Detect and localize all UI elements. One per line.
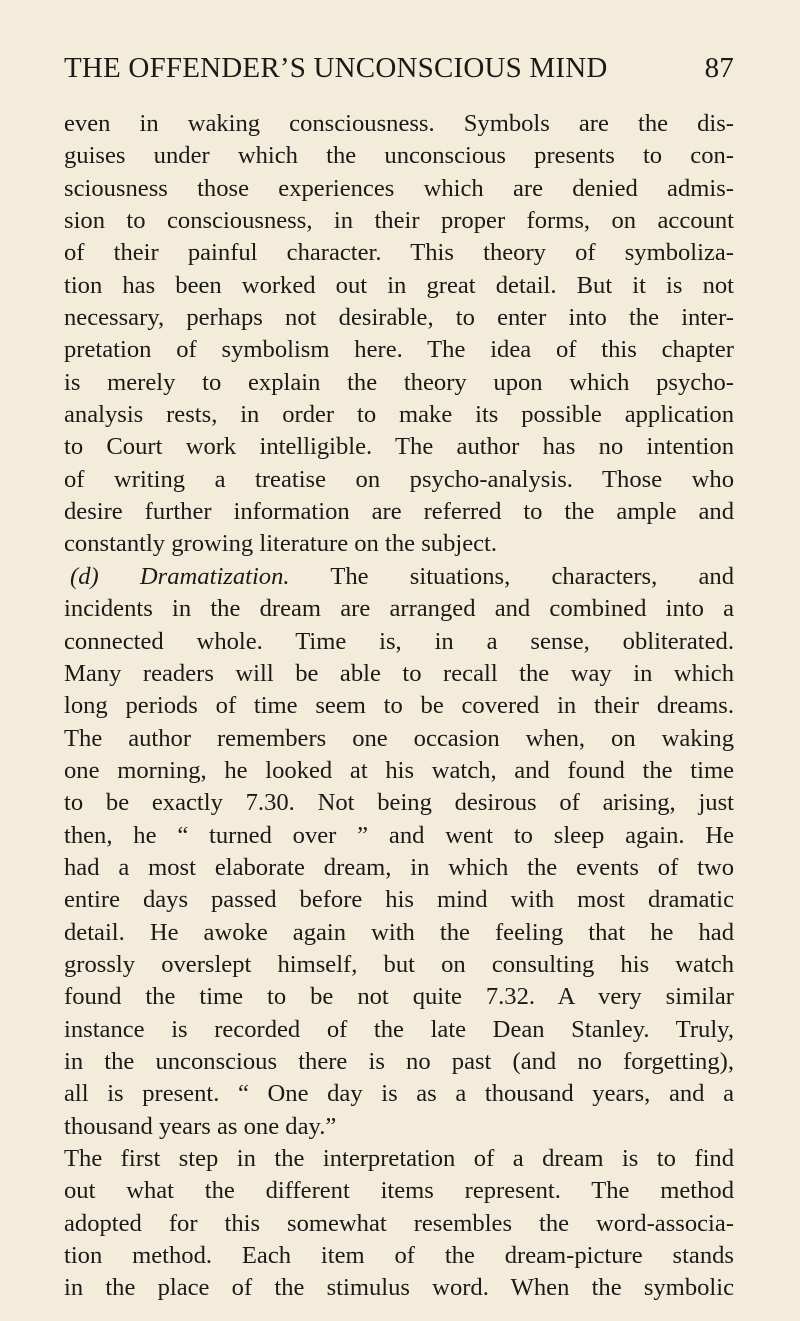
text-line: incidents in the dream are arranged and combined into a (64, 595, 734, 623)
text-line: had a most elaborate dream, in which the events of two (64, 853, 734, 881)
text-line: out what the different items represent. The method (64, 1177, 734, 1205)
text-line: sion to consciousness, in their proper forms, on account (64, 207, 734, 235)
text-line: of their painful character. This theory of symboliza- (64, 239, 734, 267)
text-line: analysis rests, in order to make its possible application (64, 401, 734, 429)
text-line: The first step in the interpretation of a dream is to find (64, 1145, 734, 1172)
text-line: long periods of time seem to be covered in their dreams. (64, 692, 734, 720)
section-d-heading-line (64, 561, 734, 593)
text-line: Many readers will be able to recall the way in which (64, 659, 734, 687)
text-line: pretation of symbolism here. The idea of this chapter (64, 336, 734, 364)
text-line: entire days passed before his mind with most dramatic (64, 886, 734, 914)
text-line: guises under which the unconscious presents to con- (64, 142, 734, 170)
text-line: adopted for this somewhat resembles the word-associa- (64, 1209, 734, 1237)
text-line: tion has been worked out in great detail. But it is not (64, 271, 734, 299)
text-line: of writing a treatise on psycho-analysis. Those who (64, 465, 734, 493)
text-line: The author remembers one occasion when, on waking (64, 724, 734, 752)
text-line: constantly growing literature on the subject. (64, 530, 498, 558)
text-line: desire further information are referred to the ample and (64, 498, 734, 526)
running-header (64, 52, 734, 92)
text-line: grossly overslept himself, but on consulting his watch (64, 950, 734, 978)
body-text (64, 108, 734, 1305)
text-line: found the time to be not quite 7.32. A very similar (64, 983, 734, 1011)
text-line: in the place of the stimulus word. When the symbolic (64, 1274, 734, 1302)
section-heading-rest: The situations, characters, and (289, 562, 734, 590)
text-line: thousand years as one day.” (64, 1112, 337, 1140)
text-line: to Court work intelligible. The author has no intention (64, 433, 734, 461)
text-line: one morning, he looked at his watch, and found the time (64, 756, 734, 784)
text-line: even in waking consciousness. Symbols are the dis- (64, 110, 734, 137)
text-line: then, he “ turned over ” and went to sleep again. He (64, 821, 734, 849)
text-line: to be exactly 7.30. Not being desirous of arising, just (64, 789, 734, 817)
text-line: detail. He awoke again with the feeling that he had (64, 918, 734, 946)
running-title: THE OFFENDER’S UNCONSCIOUS MIND (64, 52, 608, 84)
page-number: 87 (704, 52, 734, 84)
text-line: is merely to explain the theory upon which psycho- (64, 368, 734, 396)
text-line: instance is recorded of the late Dean Stanley. Truly, (64, 1015, 734, 1043)
section-heading: Dramatization. (139, 562, 290, 590)
text-line: necessary, perhaps not desirable, to enter into the inter- (64, 304, 734, 332)
section-label: (d) (70, 562, 99, 590)
text-line: all is present. “ One day is as a thousand years, and a (64, 1080, 734, 1108)
text-line: sciousness those experiences which are denied admis- (64, 174, 734, 202)
text-line: in the unconscious there is no past (and no forgetting), (64, 1047, 734, 1075)
text-line: connected whole. Time is, in a sense, obliterated. (64, 627, 734, 655)
text-line: tion method. Each item of the dream-picture stands (64, 1242, 734, 1270)
